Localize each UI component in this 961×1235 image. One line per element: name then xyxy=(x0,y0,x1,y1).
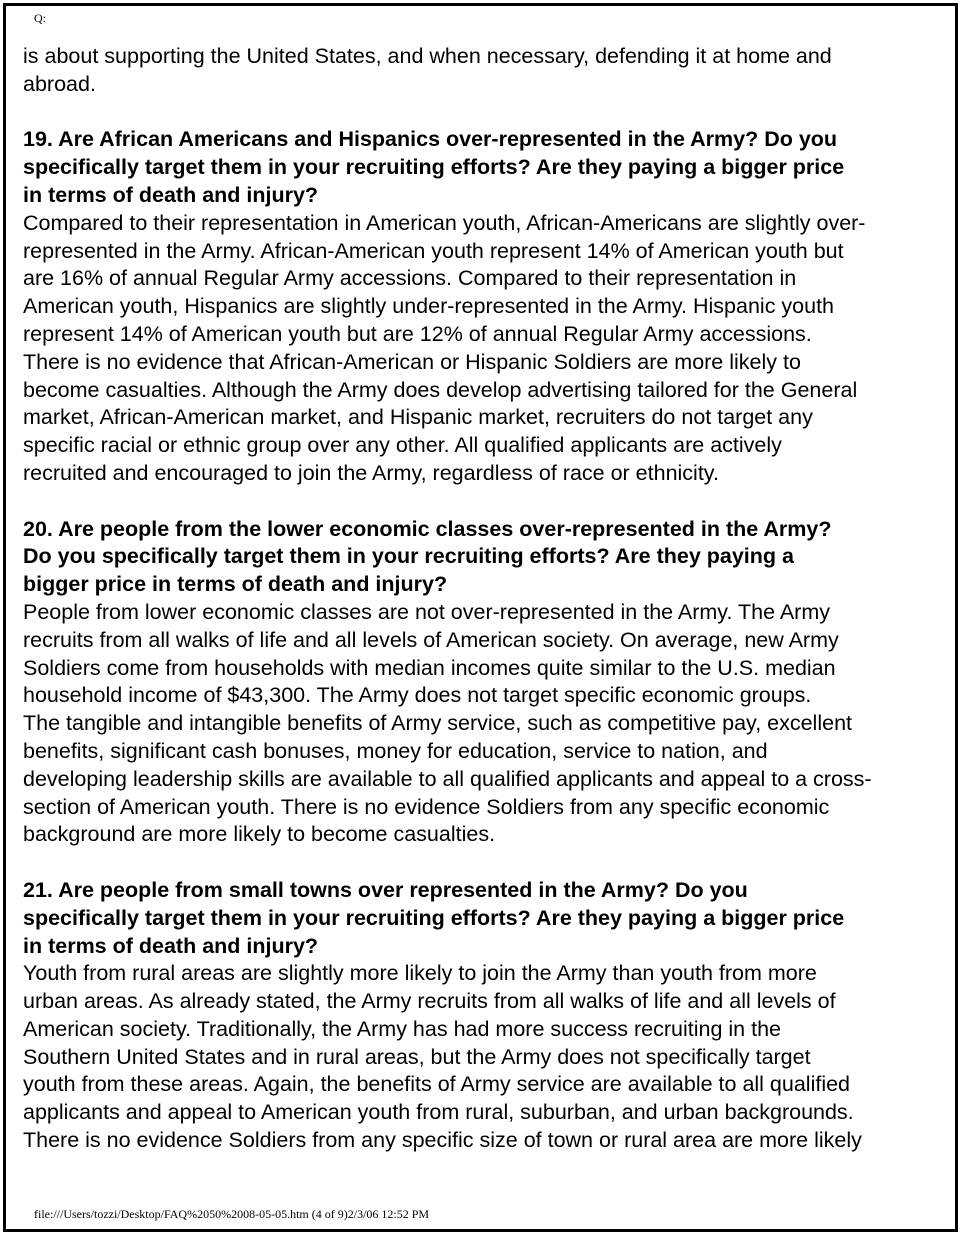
document-body xyxy=(23,43,943,1155)
header-label: Q: xyxy=(34,11,46,25)
paragraph-gap xyxy=(23,99,943,127)
answer-19: Compared to their representation in American youth, African-Americans are slightly over- represented in the Army. African-American youth represent 14% of American youth but are 16% of annual Regular Army accessions. Compared to their representation in American youth, Hispanics are slightly under-represented in the Army. Hispanic youth represent 14% of American youth but are 12% of annual Regular Army accessions. There is no evidence that African-American or Hispanic Soldiers are more likely to become casualties. Although the Army does develop advertising tailored for the General market, African-American market, and Hispanic market, recruiters do not target any specific racial or ethnic group over any other. All qualified applicants are actively recruited and encouraged to join the Army, regardless of race or ethnicity. xyxy=(23,210,866,485)
question-19: 19. Are African Americans and Hispanics over-represented in the Army? Do you specifically target them in your recruiting efforts? Are they paying a bigger price in terms of death and injury? xyxy=(23,127,845,207)
paragraph-gap xyxy=(23,488,943,516)
question-20: 20. Are people from the lower economic classes over-represented in the Army? Do you specifically target them in your recruiting efforts? Are they paying a bigger price in terms of death and injury? xyxy=(23,516,832,597)
paragraph-gap xyxy=(23,849,943,877)
answer-20: People from lower economic classes are not over-represented in the Army. The Army recruits from all walks of life and all levels of American society. On average, new Army Soldiers come from households with median incomes quite similar to the U.S. median household income of $43,300. The Army does not target specific economic groups. The tangible and intangible benefits of Army service, such as competitive pay, excellent benefits, significant cash bonuses, money for education, service to nation, and developing leadership skills are available to all qualified applicants and appeal to a cross- section of American youth. There is no evidence Soldiers from any specific economic background are more likely to become casualties. xyxy=(23,599,872,847)
intro-paragraph: is about supporting the United States, and when necessary, defending it at home and abroad. xyxy=(23,44,832,96)
answer-21: Youth from rural areas are slightly more likely to join the Army than youth from more urban areas. As already stated, the Army recruits from all walks of life and all levels of American society. Traditionally, the Army has had more success recruiting in the Southern United States and in rural areas, but the Army does not specifically target youth from these areas. Again, the benefits of Army service are available to all qualified applicants and appeal to American youth from rural, suburban, and urban backgrounds. There is no evidence Soldiers from any specific size of town or rural area are more likely xyxy=(23,961,862,1153)
question-21: 21. Are people from small towns over represented in the Army? Do you specifically target them in your recruiting efforts? Are they paying a bigger price in terms of death and injury? xyxy=(23,877,845,958)
footer-file-path: file:///Users/tozzi/Desktop/FAQ%2050%2008-05-05.htm (4 of 9)2/3/06 12:52 PM xyxy=(34,1207,430,1221)
